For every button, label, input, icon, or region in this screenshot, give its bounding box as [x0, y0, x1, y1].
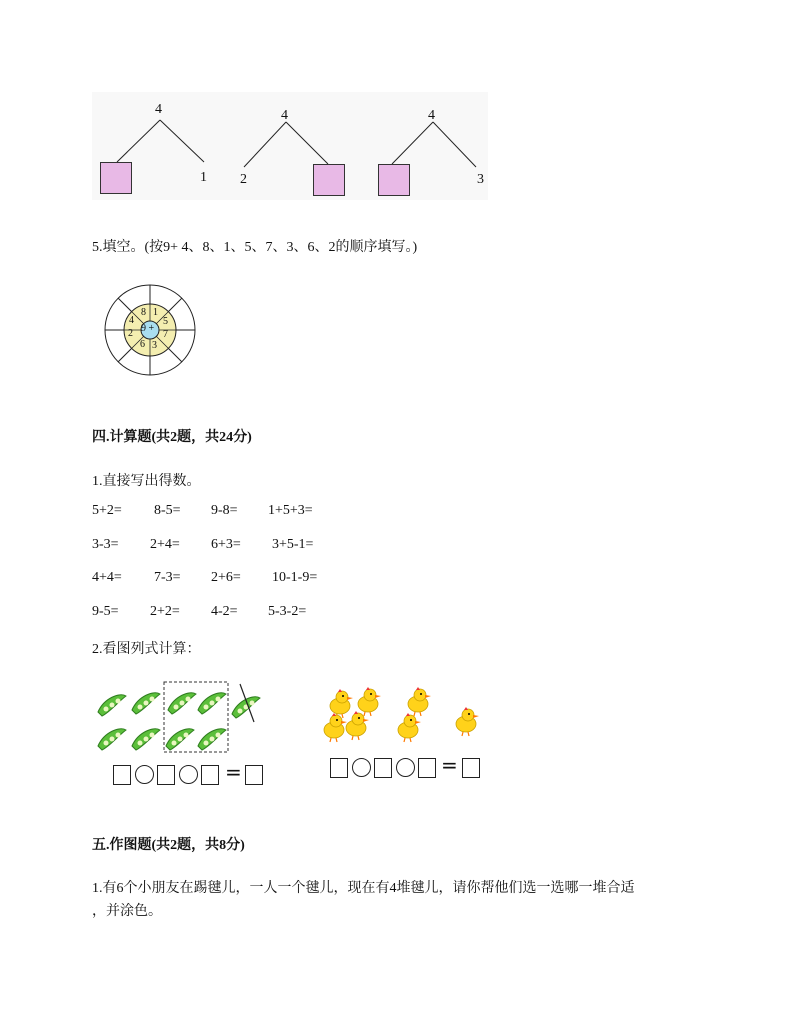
section4-q1: 1.直接写出得数。 [92, 474, 201, 489]
arith-item: 2+4= [150, 537, 180, 552]
chicks-picture [316, 684, 488, 744]
wheel-num: 8 [141, 307, 146, 318]
number-wheel [104, 284, 196, 376]
operator-circle[interactable] [396, 758, 415, 777]
answer-square[interactable] [374, 758, 392, 778]
wheel-num: 3 [152, 340, 157, 351]
tree2-top: 4 [281, 108, 288, 123]
section4-title: 四.计算题(共2题，共24分) [92, 430, 252, 445]
q5-instruction: 5.填空。(按9+ 4、8、1、5、7、3、6、2的顺序填写。) [92, 240, 418, 255]
equals-sign: = [225, 760, 242, 784]
arith-item: 5+2= [92, 503, 122, 518]
arith-item: 10-1-9= [272, 570, 318, 585]
arith-item: 1+5+3= [268, 503, 313, 518]
equals-sign: = [441, 753, 458, 777]
wheel-num: 5 [163, 316, 168, 327]
tree1-answer-box[interactable] [100, 162, 132, 194]
arith-item: 3-3= [92, 537, 119, 552]
arith-item: 9-5= [92, 604, 119, 619]
arith-item: 5-3-2= [268, 604, 307, 619]
answer-square[interactable] [418, 758, 436, 778]
arith-item: 3+5-1= [272, 537, 314, 552]
answer-square[interactable] [113, 765, 131, 785]
tree1-right: 1 [200, 170, 207, 185]
operator-circle[interactable] [352, 758, 371, 777]
arith-item: 7-3= [154, 570, 181, 585]
answer-square[interactable] [330, 758, 348, 778]
arith-item: 8-5= [154, 503, 181, 518]
section4-q2: 2.看图列式计算： [92, 642, 201, 657]
peapod-picture [94, 680, 264, 756]
tree3-answer-box[interactable] [378, 164, 410, 196]
wheel-num: 2 [128, 328, 133, 339]
tree2-answer-box[interactable] [313, 164, 345, 196]
wheel-num: 6 [140, 339, 145, 350]
answer-square[interactable] [245, 765, 263, 785]
answer-square[interactable] [201, 765, 219, 785]
section5-q1-line2: ，并涂色。 [92, 904, 162, 919]
arith-item: 6+3= [211, 537, 241, 552]
wheel-num: 1 [153, 307, 158, 318]
wheel-num: 7 [163, 329, 168, 340]
tree3-right: 3 [477, 172, 484, 187]
arith-item: 9-8= [211, 503, 238, 518]
arith-item: 4+4= [92, 570, 122, 585]
tree1-top: 4 [155, 102, 162, 117]
answer-square[interactable] [157, 765, 175, 785]
wheel-center: 9 + [141, 323, 155, 334]
section5-q1-line1: 1.有6个小朋友在踢毽儿，一人一个毽儿，现在有4堆毽儿，请你帮他们选一选哪一堆合适 [92, 881, 635, 896]
tree3-top: 4 [428, 108, 435, 123]
wheel-num: 4 [129, 315, 134, 326]
operator-circle[interactable] [135, 765, 154, 784]
section5-title: 五.作图题(共2题，共8分) [92, 838, 245, 853]
answer-square[interactable] [462, 758, 480, 778]
tree2-left: 2 [240, 172, 247, 187]
decomposition-trees-figure [92, 92, 488, 200]
operator-circle[interactable] [179, 765, 198, 784]
arith-item: 2+6= [211, 570, 241, 585]
arith-item: 4-2= [211, 604, 238, 619]
arith-item: 2+2= [150, 604, 180, 619]
